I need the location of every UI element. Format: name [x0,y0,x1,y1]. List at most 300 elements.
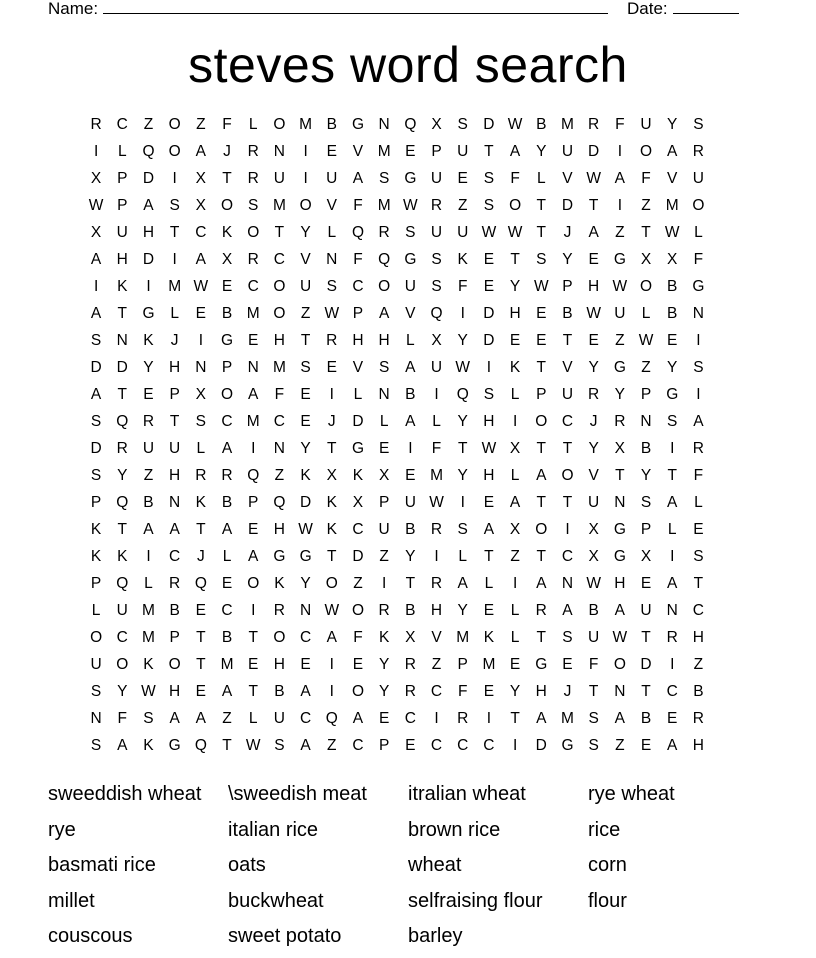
grid-letter[interactable]: A [352,710,364,727]
grid-letter[interactable]: X [431,332,442,349]
grid-letter[interactable]: O [247,224,260,241]
grid-letter[interactable]: P [536,386,547,403]
grid-letter[interactable]: U [614,305,626,322]
grid-letter[interactable]: K [117,548,128,565]
grid-letter[interactable]: K [90,548,102,565]
grid-letter[interactable]: X [90,224,102,241]
grid-letter[interactable]: X [509,521,521,538]
grid-letter[interactable]: R [692,440,704,457]
grid-letter[interactable]: O [535,413,548,430]
grid-letter[interactable]: M [246,413,260,430]
grid-letter[interactable]: H [588,278,600,295]
grid-letter[interactable]: D [535,737,547,754]
grid-letter[interactable]: E [667,710,678,727]
grid-letter[interactable]: S [274,737,285,754]
grid-letter[interactable]: I [670,548,675,565]
grid-letter[interactable]: R [90,116,102,133]
grid-letter[interactable]: G [168,737,181,754]
grid-letter[interactable]: L [248,710,258,727]
grid-letter[interactable]: A [221,683,233,700]
grid-letter[interactable]: D [142,170,155,187]
grid-letter[interactable]: S [405,224,416,241]
grid-letter[interactable]: U [142,440,155,457]
grid-letter[interactable]: U [299,278,312,295]
grid-letter[interactable]: R [430,521,443,538]
grid-letter[interactable]: V [352,143,364,160]
grid-letter[interactable]: V [431,629,442,646]
grid-letter[interactable]: H [378,332,390,349]
grid-letter[interactable]: A [221,440,233,457]
grid-letter[interactable]: F [117,710,128,727]
grid-letter[interactable]: X [221,251,233,268]
grid-letter[interactable]: O [325,575,338,592]
grid-letter[interactable]: A [169,521,180,538]
grid-letter[interactable]: X [195,170,207,187]
grid-letter[interactable]: Q [194,575,207,592]
grid-letter[interactable]: K [143,332,154,349]
grid-letter[interactable]: I [617,143,622,160]
grid-letter[interactable]: A [405,413,416,430]
grid-letter[interactable]: S [588,710,599,727]
grid-letter[interactable]: T [169,224,180,241]
grid-letter[interactable]: C [352,278,364,295]
grid-letter[interactable]: P [562,278,573,295]
grid-letter[interactable]: D [116,359,128,376]
grid-letter[interactable]: R [247,251,259,268]
grid-letter[interactable]: X [405,629,416,646]
grid-letter[interactable]: Q [116,413,129,430]
grid-letter[interactable]: A [248,386,259,403]
grid-letter[interactable]: H [614,575,626,592]
grid-letter[interactable]: A [667,143,678,160]
grid-letter[interactable]: L [379,413,389,430]
grid-letter[interactable]: U [457,143,469,160]
grid-letter[interactable]: S [562,629,573,646]
grid-letter[interactable]: H [692,737,704,754]
grid-letter[interactable]: R [404,656,416,673]
grid-letter[interactable]: I [329,656,334,673]
grid-letter[interactable]: E [326,359,337,376]
grid-letter[interactable]: E [693,521,704,538]
grid-letter[interactable]: F [353,251,363,268]
grid-letter[interactable]: W [586,305,601,322]
grid-letter[interactable]: R [404,683,416,700]
grid-letter[interactable]: W [507,116,523,133]
grid-letter[interactable]: U [404,278,416,295]
grid-letter[interactable]: P [640,386,652,403]
grid-letter[interactable]: Y [457,602,468,619]
grid-letter[interactable]: M [246,305,260,322]
grid-letter[interactable]: S [457,116,468,133]
grid-letter[interactable]: L [694,494,703,511]
grid-letter[interactable]: W [193,278,209,295]
grid-letter[interactable]: S [300,359,311,376]
grid-letter[interactable]: M [456,629,470,646]
grid-letter[interactable]: W [612,278,628,295]
grid-letter[interactable]: R [692,710,704,727]
grid-letter[interactable]: J [223,143,231,160]
grid-letter[interactable]: Y [300,575,311,592]
grid-letter[interactable]: B [221,305,233,322]
grid-letter[interactable]: A [352,170,364,187]
grid-letter[interactable]: L [694,224,703,241]
grid-letter[interactable]: L [536,170,546,187]
grid-letter[interactable]: A [509,143,521,160]
grid-letter[interactable]: T [536,359,547,376]
grid-letter[interactable]: C [221,602,233,619]
grid-letter[interactable]: N [326,251,338,268]
grid-letter[interactable]: R [378,224,390,241]
grid-letter[interactable]: Q [247,467,260,484]
grid-letter[interactable]: E [405,143,416,160]
grid-letter[interactable]: Z [222,710,232,727]
grid-letter[interactable]: C [116,629,128,646]
grid-letter[interactable]: S [143,710,154,727]
grid-letter[interactable]: S [90,683,102,700]
grid-letter[interactable]: W [455,359,471,376]
grid-letter[interactable]: M [561,710,574,727]
grid-letter[interactable]: G [613,251,626,268]
grid-letter[interactable]: Y [143,359,154,376]
grid-letter[interactable]: M [272,197,286,214]
grid-letter[interactable]: H [273,332,285,349]
grid-letter[interactable]: N [640,413,652,430]
grid-letter[interactable]: F [693,467,704,484]
grid-letter[interactable]: U [692,170,704,187]
grid-letter[interactable]: K [221,224,233,241]
grid-letter[interactable]: U [457,224,469,241]
grid-letter[interactable]: Z [641,197,651,214]
grid-letter[interactable]: T [327,440,337,457]
grid-letter[interactable]: I [251,440,256,457]
grid-letter[interactable]: W [324,602,340,619]
grid-letter[interactable]: Q [351,224,364,241]
grid-letter[interactable]: T [484,548,494,565]
name-blank-line[interactable] [103,13,608,14]
grid-letter[interactable]: Z [327,737,337,754]
grid-letter[interactable]: L [641,305,651,322]
grid-letter[interactable]: A [667,494,678,511]
grid-letter[interactable]: C [299,629,312,646]
grid-letter[interactable]: A [195,143,207,160]
grid-letter[interactable]: E [483,683,495,700]
grid-letter[interactable]: T [300,332,311,349]
grid-letter[interactable]: L [510,602,520,619]
grid-letter[interactable]: T [510,710,520,727]
grid-letter[interactable]: M [220,656,234,673]
grid-letter[interactable]: G [351,116,364,133]
grid-letter[interactable]: N [90,710,102,727]
grid-letter[interactable]: C [247,278,259,295]
grid-letter[interactable]: E [509,332,521,349]
grid-letter[interactable]: B [274,683,285,700]
grid-letter[interactable]: Y [536,143,547,160]
grid-letter[interactable]: F [615,116,625,133]
grid-letter[interactable]: G [404,251,417,268]
grid-letter[interactable]: B [143,494,154,511]
grid-letter[interactable]: K [117,278,128,295]
grid-letter[interactable]: A [300,683,311,700]
grid-letter[interactable]: S [90,737,102,754]
grid-letter[interactable]: I [434,710,439,727]
grid-letter[interactable]: T [196,656,206,673]
grid-letter[interactable]: G [666,386,679,403]
grid-letter[interactable]: X [378,467,390,484]
grid-letter[interactable]: W [481,224,497,241]
grid-letter[interactable]: G [561,737,574,754]
grid-letter[interactable]: Q [404,116,417,133]
grid-letter[interactable]: B [536,116,547,133]
grid-letter[interactable]: C [169,548,181,565]
grid-letter[interactable]: Y [457,413,468,430]
grid-letter[interactable]: N [614,683,626,700]
grid-letter[interactable]: O [168,656,181,673]
grid-letter[interactable]: A [667,575,678,592]
grid-letter[interactable]: A [667,737,678,754]
grid-letter[interactable]: D [299,494,312,511]
grid-letter[interactable]: Q [273,494,286,511]
grid-letter[interactable]: Y [117,467,128,484]
grid-letter[interactable]: L [170,305,179,322]
grid-letter[interactable]: Y [562,251,573,268]
grid-letter[interactable]: R [692,143,704,160]
grid-letter[interactable]: P [378,737,390,754]
grid-letter[interactable]: Q [378,251,391,268]
grid-letter[interactable]: Z [143,116,154,133]
grid-letter[interactable]: W [664,224,680,241]
grid-letter[interactable]: O [351,602,364,619]
grid-letter[interactable]: C [666,683,678,700]
grid-letter[interactable]: K [300,467,311,484]
grid-letter[interactable]: L [196,440,206,457]
grid-letter[interactable]: V [405,305,416,322]
grid-letter[interactable]: L [327,224,337,241]
grid-letter[interactable]: Z [379,548,389,565]
grid-letter[interactable]: D [588,143,600,160]
grid-letter[interactable]: A [195,710,207,727]
grid-letter[interactable]: U [90,656,102,673]
grid-letter[interactable]: L [510,386,520,403]
grid-letter[interactable]: P [169,386,180,403]
grid-letter[interactable]: R [247,170,259,187]
grid-letter[interactable]: P [221,359,233,376]
grid-letter[interactable]: T [457,440,468,457]
grid-letter[interactable]: H [352,332,364,349]
grid-letter[interactable]: X [640,548,652,565]
grid-letter[interactable]: E [536,305,547,322]
grid-letter[interactable]: O [168,143,181,160]
grid-letter[interactable]: R [142,413,155,430]
grid-letter[interactable]: O [299,197,312,214]
grid-letter[interactable]: T [693,575,704,592]
grid-letter[interactable]: A [536,710,547,727]
grid-letter[interactable]: U [404,494,416,511]
grid-letter[interactable]: G [613,521,626,538]
grid-letter[interactable]: I [303,170,308,187]
grid-letter[interactable]: O [168,116,181,133]
grid-letter[interactable]: G [221,332,234,349]
grid-letter[interactable]: N [614,494,626,511]
grid-letter[interactable]: V [300,251,311,268]
grid-letter[interactable]: S [483,386,495,403]
grid-letter[interactable]: T [274,224,285,241]
grid-letter[interactable]: A [536,575,547,592]
grid-letter[interactable]: S [693,116,704,133]
grid-letter[interactable]: H [169,683,181,700]
grid-letter[interactable]: V [562,359,573,376]
grid-letter[interactable]: C [457,737,469,754]
grid-letter[interactable]: T [248,629,258,646]
grid-letter[interactable]: N [378,116,390,133]
grid-letter[interactable]: G [299,548,312,565]
grid-letter[interactable]: U [273,170,285,187]
grid-letter[interactable]: A [536,467,547,484]
grid-letter[interactable]: E [143,386,154,403]
grid-letter[interactable]: Z [196,116,206,133]
grid-letter[interactable]: K [274,575,285,592]
grid-letter[interactable]: A [614,602,626,619]
grid-letter[interactable]: B [405,521,416,538]
grid-letter[interactable]: R [457,710,469,727]
grid-letter[interactable]: R [588,386,600,403]
grid-letter[interactable]: S [483,197,495,214]
grid-letter[interactable]: W [612,629,628,646]
grid-letter[interactable]: Y [117,683,128,700]
grid-letter[interactable]: Z [274,467,285,484]
grid-letter[interactable]: Y [300,224,311,241]
grid-letter[interactable]: X [640,251,652,268]
grid-letter[interactable]: N [561,575,574,592]
grid-letter[interactable]: C [404,710,416,727]
grid-letter[interactable]: K [483,629,495,646]
grid-letter[interactable]: V [352,359,364,376]
grid-letter[interactable]: E [221,278,233,295]
grid-letter[interactable]: E [248,332,259,349]
grid-letter[interactable]: H [430,602,443,619]
grid-letter[interactable]: K [352,467,364,484]
grid-letter[interactable]: E [195,305,207,322]
grid-letter[interactable]: H [535,683,547,700]
grid-letter[interactable]: X [667,251,678,268]
grid-letter[interactable]: X [588,548,599,565]
grid-letter[interactable]: D [142,251,155,268]
grid-letter[interactable]: P [117,170,128,187]
grid-letter[interactable]: A [90,305,102,322]
grid-letter[interactable]: D [352,548,364,565]
grid-letter[interactable]: T [536,197,547,214]
grid-letter[interactable]: C [692,602,704,619]
grid-letter[interactable]: Y [667,359,678,376]
grid-letter[interactable]: B [326,116,337,133]
grid-letter[interactable]: Y [405,548,416,565]
grid-letter[interactable]: T [484,143,494,160]
grid-letter[interactable]: T [405,575,416,592]
grid-letter[interactable]: L [406,332,415,349]
grid-letter[interactable]: F [457,278,468,295]
grid-letter[interactable]: O [247,575,260,592]
grid-letter[interactable]: P [378,494,390,511]
grid-letter[interactable]: L [248,116,258,133]
grid-letter[interactable]: F [431,440,442,457]
grid-letter[interactable]: N [273,143,285,160]
grid-letter[interactable]: G [613,548,626,565]
grid-letter[interactable]: Y [457,332,468,349]
grid-letter[interactable]: E [640,575,652,592]
grid-letter[interactable]: M [377,143,391,160]
grid-letter[interactable]: S [90,413,102,430]
grid-letter[interactable]: K [143,656,154,673]
grid-letter[interactable]: C [195,224,207,241]
grid-letter[interactable]: L [432,413,441,430]
grid-letter[interactable]: X [195,197,207,214]
grid-letter[interactable]: U [561,143,574,160]
grid-letter[interactable]: E [562,656,573,673]
grid-letter[interactable]: D [483,305,495,322]
grid-letter[interactable]: X [326,467,337,484]
grid-letter[interactable]: S [536,251,547,268]
grid-letter[interactable]: X [431,116,442,133]
grid-letter[interactable]: P [169,629,180,646]
grid-letter[interactable]: Q [456,386,469,403]
grid-letter[interactable]: E [588,332,599,349]
grid-letter[interactable]: G [404,170,417,187]
grid-letter[interactable]: S [483,170,495,187]
grid-letter[interactable]: E [248,521,259,538]
grid-letter[interactable]: G [273,548,286,565]
grid-letter[interactable]: W [507,224,523,241]
grid-letter[interactable]: W [481,440,497,457]
grid-letter[interactable]: K [378,629,390,646]
grid-letter[interactable]: P [457,656,468,673]
grid-letter[interactable]: A [405,359,416,376]
grid-letter[interactable]: H [483,467,495,484]
grid-letter[interactable]: I [512,737,518,754]
grid-letter[interactable]: J [563,224,572,241]
grid-letter[interactable]: T [562,494,573,511]
grid-letter[interactable]: O [378,278,391,295]
grid-letter[interactable]: A [693,413,704,430]
grid-letter[interactable]: T [536,494,547,511]
grid-letter[interactable]: V [562,170,573,187]
grid-letter[interactable]: L [222,548,232,565]
grid-letter[interactable]: M [482,656,496,673]
grid-letter[interactable]: U [640,116,652,133]
grid-letter[interactable]: Z [143,467,154,484]
grid-letter[interactable]: H [142,224,155,241]
grid-letter[interactable]: W [88,197,104,214]
grid-letter[interactable]: M [142,629,155,646]
grid-letter[interactable]: E [300,386,311,403]
grid-letter[interactable]: T [117,386,128,403]
grid-letter[interactable]: W [586,170,601,187]
grid-letter[interactable]: I [93,278,99,295]
grid-letter[interactable]: T [641,683,651,700]
grid-letter[interactable]: T [562,332,573,349]
grid-letter[interactable]: E [483,602,495,619]
grid-letter[interactable]: F [274,386,285,403]
grid-letter[interactable]: W [638,332,654,349]
grid-letter[interactable]: N [378,386,390,403]
grid-letter[interactable]: I [382,575,387,592]
grid-letter[interactable]: I [670,440,675,457]
grid-letter[interactable]: O [535,521,548,538]
grid-letter[interactable]: C [561,548,574,565]
grid-letter[interactable]: E [352,656,364,673]
grid-letter[interactable]: E [457,170,468,187]
grid-letter[interactable]: S [195,413,207,430]
grid-letter[interactable]: L [510,629,520,646]
grid-letter[interactable]: I [198,332,203,349]
